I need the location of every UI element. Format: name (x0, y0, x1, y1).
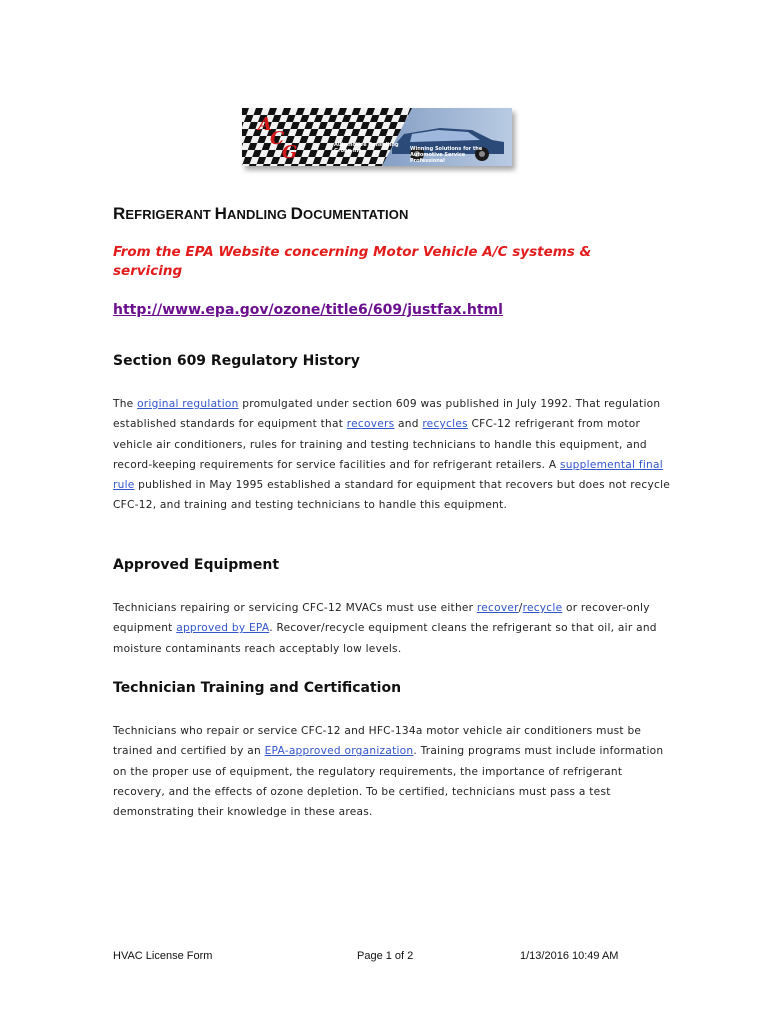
source-subtitle: From the EPA Website concerning Motor Vehicle A/C systems & servicing (113, 244, 592, 279)
footer-page-number: Page 1 of 2 (357, 950, 414, 962)
approved-by-epa-link[interactable]: approved by EPA (176, 622, 270, 635)
training-paragraph: Technicians who repair or service CFC-12 and HFC-134a motor vehicle air conditioners must be trained and certified by an EPA-approved organization. Training programs must include information on the proper use of equipment, the regulatory requirements, the importance of refrigerant recovery, and the effects of ozone depletion. To be certified, technicians must pass a test demonstrating their knowledge in these areas. (113, 725, 664, 819)
epa-source-link[interactable]: http://www.epa.gov/ozone/title6/609/justfax.html (113, 302, 503, 318)
svg-text:C: C (270, 128, 285, 149)
supplemental-final-rule-link[interactable]: supplemental final rule (113, 458, 663, 492)
footer-form-name: HVAC License Form (113, 950, 213, 962)
banner-company-name: Automotive Consulting Group Inc. (334, 142, 399, 154)
banner-tagline: Winning Solutions for the Automotive Service Professional (410, 146, 483, 164)
original-regulation-link[interactable]: original regulation (137, 398, 239, 410)
recovers-link[interactable]: recovers (346, 418, 395, 431)
history-paragraph: The original regulation promulgated under section 609 was published in July 1992. That regulation established standards for equipment that recovers and recycles CFC-12 refrigerant from motor vehicle air conditioners, rules for training and testing technicians to handle this equipment, and record-keeping requirements for service facilities and for refrigerant retailers. A supplemental final rule published in May 1995 established a standard for equipment that recovers but does not recycle CFC-12, and training and testing technicians to handle this equipment. (113, 398, 671, 512)
document-title: REFRIGERANT HANDLING DOCUMENTATION (113, 204, 409, 223)
footer-timestamp: 1/13/2016 10:49 AM (520, 950, 619, 962)
svg-text:A: A (258, 114, 272, 135)
section-heading-equipment: Approved Equipment (113, 557, 280, 573)
section-heading-training: Technician Training and Certification (113, 680, 402, 696)
equipment-paragraph: Technicians repairing or servicing CFC-12 MVACs must use either recover/recycle or recover-only equipment approved by EPA. Recover/recycle equipment cleans the refrigerant so that oil, air and moisture contaminants reach acceptably low levels. (113, 602, 657, 655)
recycle-link[interactable]: recycle (522, 602, 563, 614)
recover-link[interactable]: recover (476, 602, 519, 614)
recycles-link[interactable]: recycles (422, 418, 468, 431)
svg-text:G: G (282, 142, 298, 163)
acg-banner-image (242, 108, 512, 166)
epa-approved-organization-link[interactable]: EPA-approved organization (264, 745, 414, 758)
section-heading-history: Section 609 Regulatory History (113, 353, 360, 369)
